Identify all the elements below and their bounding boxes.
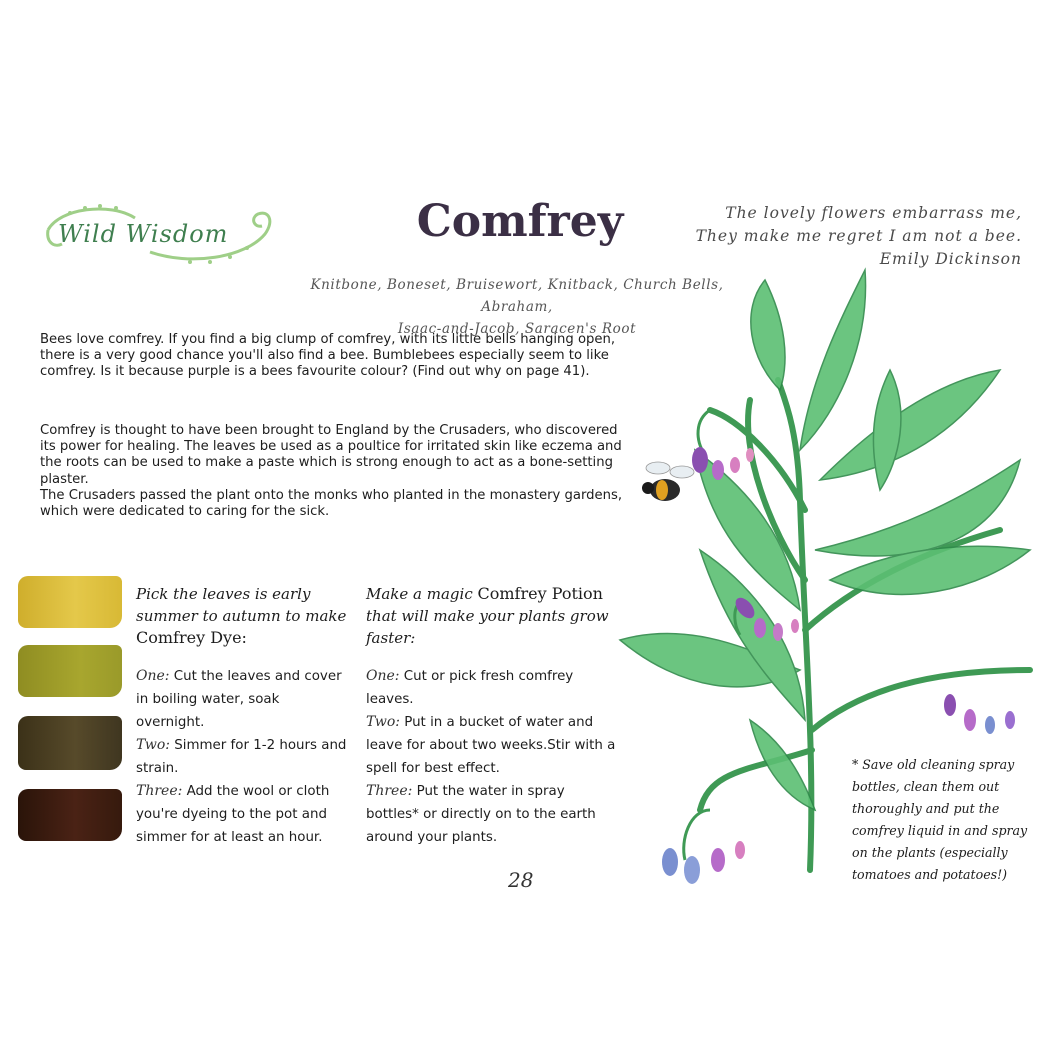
dye-step <box>136 780 351 849</box>
dye-step-text: Add the wool or cloth you're dyeing to the pot and simmer for at least an hour. <box>136 784 330 845</box>
potion-step-text: Put in a bucket of water and leave for about two weeks.Stir with a spell for best effect. <box>366 715 616 776</box>
potion-step-label: One: <box>366 668 400 684</box>
quote-author: Emily Dickinson <box>879 250 1022 268</box>
potion-intro-2: that will make your plants grow faster: <box>366 607 609 647</box>
dye-step-label: Two: <box>136 737 170 753</box>
potion-step-text: Put the water in spray bottles* or directly on to the earth around your plants. <box>366 784 596 845</box>
history-paragraph-1: Comfrey is thought to have been brought to England by the Crusaders, who discovered its power for healing. The leaves be used as a poultice for irritated skin like eczema and the roots can be used to make a paste which is strong enough to act as a bone-setting plaster. <box>40 423 622 487</box>
page-title: Comfrey <box>416 196 624 247</box>
potion-recipe <box>366 583 616 849</box>
alternate-names-line-2: Isaac-and-Jacob, Saracen's Root <box>397 321 637 337</box>
history-paragraph-2: The Crusaders passed the plant onto the monks who planted in the monastery gardens, which were dedicated to caring for the sick. <box>40 487 623 520</box>
wild-wisdom-text: Wild Wisdom <box>58 220 229 248</box>
potion-heading <box>366 583 616 649</box>
potion-step <box>366 665 616 711</box>
intro-paragraph: Bees love comfrey. If you find a big clump of comfrey, with its little bells hanging open, there is a very good chance you'll also find a bee. Bumblebees especially seem to like comfrey. Is it because purple is a bees favourite colour? (Find out why on page 41). <box>40 332 616 380</box>
potion-step-label: Three: <box>366 783 413 799</box>
dye-intro: Pick the leaves is early summer to autumn to make <box>136 585 347 625</box>
dye-heading <box>136 583 351 649</box>
dye-step <box>136 734 351 780</box>
dye-step-label: One: <box>136 668 170 684</box>
quote-line-2: They make me regret I am not a bee. <box>695 227 1022 245</box>
dye-step <box>136 665 351 734</box>
dye-step-label: Three: <box>136 783 183 799</box>
alternate-names-line-1: Knitbone, Boneset, Bruisewort, Knitback, Church Bells, Abraham, <box>310 277 724 315</box>
potion-step-text: Cut or pick fresh comfrey leaves. <box>366 669 574 707</box>
history-section <box>40 423 630 520</box>
potion-name: Comfrey Potion <box>477 584 603 603</box>
dye-name: Comfrey Dye: <box>136 628 247 647</box>
dye-recipe <box>136 583 351 849</box>
dye-swatch-dark-brown <box>18 789 122 841</box>
potion-intro: Make a magic <box>366 585 473 603</box>
page-number: 28 <box>508 868 534 892</box>
potion-step-label: Two: <box>366 714 400 730</box>
potion-step <box>366 780 616 849</box>
dye-swatch-yellow <box>18 576 122 628</box>
dye-swatch-brown <box>18 716 122 770</box>
dye-step-text: Simmer for 1-2 hours and strain. <box>136 738 347 776</box>
bee-icon <box>642 462 694 501</box>
quote-line-1: The lovely flowers embarrass me, <box>725 204 1022 222</box>
potion-step <box>366 711 616 780</box>
footnote: * Save old cleaning spray bottles, clean them out thoroughly and put the comfrey liquid in and spray on the plants (especially tomatoes and potatoes!) <box>852 757 1028 882</box>
dye-swatch-olive <box>18 645 122 697</box>
dye-step-text: Cut the leaves and cover in boiling water, soak overnight. <box>136 669 342 730</box>
